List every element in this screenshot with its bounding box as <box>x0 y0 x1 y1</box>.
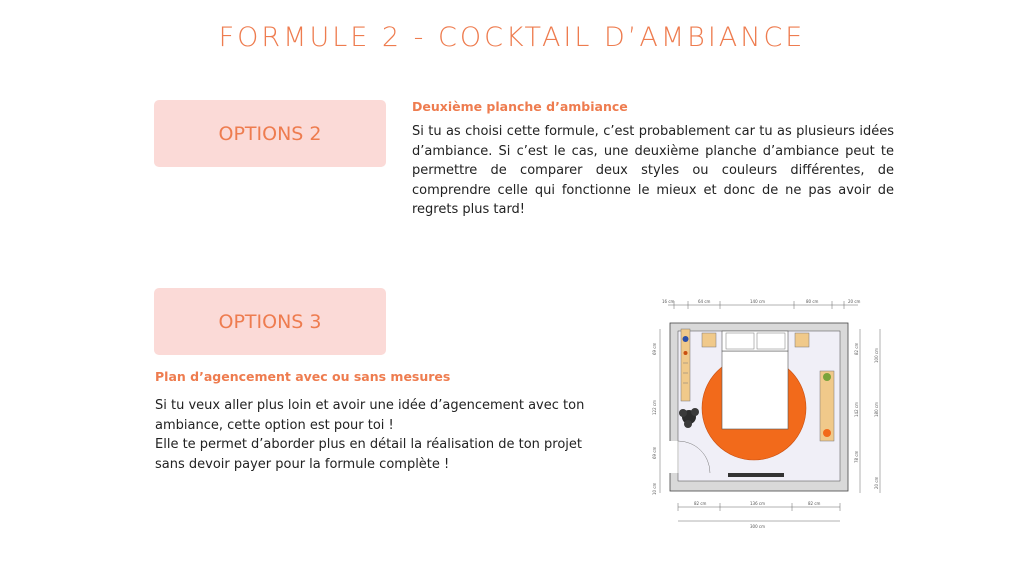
option-2-label: OPTIONS 2 <box>218 122 322 145</box>
top-dim-5: 20 cm <box>848 299 861 304</box>
option-3-label: OPTIONS 3 <box>218 310 322 333</box>
left-dim-2: 122 cm <box>652 399 657 415</box>
floor-plan-image <box>648 293 896 529</box>
option-2-description: Si tu as choisi cette formule, c’est probablement car tu as plusieurs idées d’ambiance. Si c’est le cas, une deuxième planche d’ambiance peut te permettre de comparer deux styles ou couleurs différentes, de comprendre celle qui fonctionne le mieux et donc de ne pas avoir de regrets plus tard! <box>412 124 894 217</box>
option-3-line-1: Si tu veux aller plus loin et avoir une idée d’agencement avec ton ambiance, cette option est pour toi ! <box>155 398 585 433</box>
right-dim-1: 82 cm <box>854 342 859 355</box>
bottom-total-dim: 300 cm <box>750 524 766 529</box>
page-title: FORMULE 2 - COCKTAIL D’AMBIANCE <box>218 22 806 53</box>
bottom-dim-2: 136 cm <box>750 501 766 506</box>
right-dim-6: 20 cm <box>874 476 879 489</box>
right-dim-2: 100 cm <box>874 347 879 363</box>
left-dim-4: 10 cm <box>652 482 657 495</box>
right-dim-4: 180 cm <box>874 401 879 417</box>
top-dim-2: 64 cm <box>698 299 711 304</box>
right-dim-5: 78 cm <box>854 450 859 463</box>
option-2-box <box>154 100 386 167</box>
left-dim-1: 69 cm <box>652 342 657 355</box>
bottom-dim-1: 82 cm <box>694 501 707 506</box>
left-dim-3: 69 cm <box>652 446 657 459</box>
option-3-box <box>154 288 386 355</box>
bottom-dim-3: 82 cm <box>808 501 821 506</box>
option-3-description <box>155 396 607 474</box>
top-dim-4: 80 cm <box>806 299 819 304</box>
right-dim-3: 142 cm <box>854 401 859 417</box>
option-3-line-2: Elle te permet d’aborder plus en détail la réalisation de ton projet sans devoir payer pour la formule complète ! <box>155 437 583 472</box>
option-2-heading: Deuxième planche d’ambiance <box>412 99 628 114</box>
option-3-heading: Plan d’agencement avec ou sans mesures <box>155 369 451 384</box>
top-dim-1: 16 cm <box>662 299 675 304</box>
top-dim-3: 140 cm <box>750 299 766 304</box>
